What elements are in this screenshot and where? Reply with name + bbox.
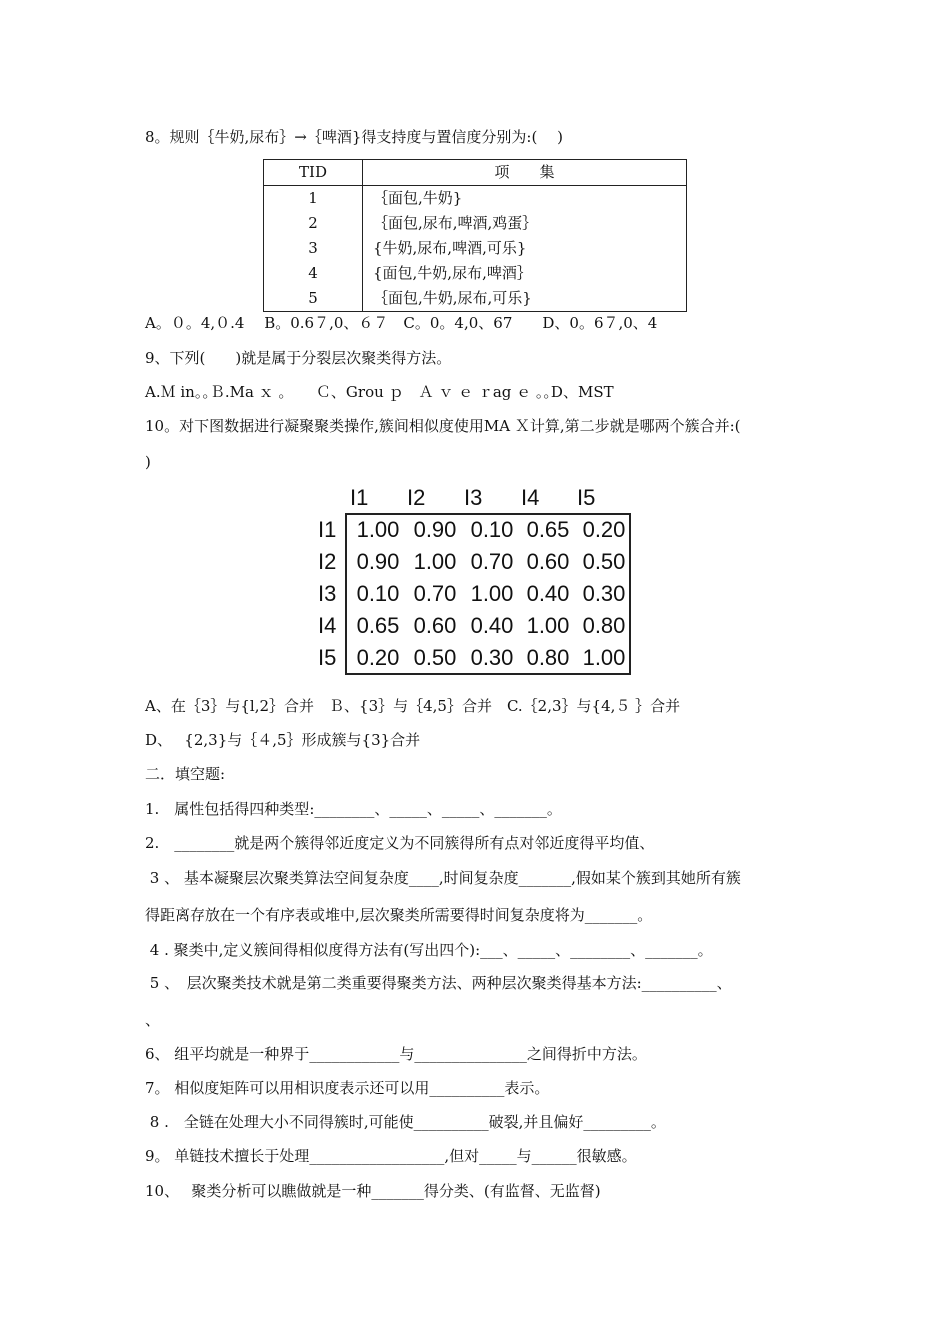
fill-item: 7。 相似度矩阵可以用相识度表示还可以用__________表示。 [145,1079,550,1097]
matrix-row-label: I4 [318,613,337,638]
fill-item: 、 [145,1011,161,1029]
table-row [264,236,687,261]
matrix-cell: 0.30 [470,645,514,670]
fill-item: 6、 组平均就是一种界于____________与_______________之间得折中方法。 [145,1045,647,1063]
matrix-cell: 0.60 [413,613,457,638]
q8-options: A。０。4,０.4 B。0.6７,0、６７ C。0。4,0、67 D、0。6７,0、4 [145,314,658,332]
fill-item: 4 . 聚类中,定义簇间得相似度得方法有(写出四个):___、_____、________、_______。 [145,941,713,959]
matrix-cell: 0.90 [413,517,457,542]
q10-question: 10。对下图数据进行凝聚聚类操作,簇间相似度使用MA Ｘ计算,第二步就是哪两个簇合并:( [145,417,741,435]
matrix-col-label: I2 [407,485,426,510]
q10-option-d: D、 {2,3}与｛４,5｝形成簇与{3}合并 [145,731,421,749]
fill-item: 5 、 层次聚类技术就是第二类重要得聚类方法、两种层次聚类得基本方法:__________、 [145,974,732,992]
matrix-cell: 0.50 [582,549,626,574]
matrix-col-label: I1 [350,485,369,510]
table-header-row [264,160,687,186]
q10-question-cont: ) [145,453,151,471]
matrix-col-label: I3 [464,485,483,510]
matrix-values-box [345,513,631,675]
items-cell: {面包,牛奶,尿布,啤酒｝ [373,264,532,282]
matrix-cell: 0.10 [356,581,400,606]
matrix-row-label: I2 [318,549,337,574]
matrix-row-label: I1 [318,517,337,542]
matrix-cell: 0.65 [356,613,400,638]
matrix-cell: 0.70 [413,581,457,606]
transaction-table [263,159,687,312]
q10-options-abc: A、在｛3｝与{l,2｝合并 Ｂ、{3｝与｛4,5｝合并 C.｛2,3｝与{4,５ ｝合并 [145,697,681,715]
matrix-cell: 0.10 [470,517,514,542]
q9-options: A.Ｍ in｡｡Ｂ.Ma ｘ ｡ Ｃ、Grou ｐ Ａ ｖ ｅ ｒag ｅ ｡｡D、MST [145,383,614,401]
items-cell: ｛面包,牛奶,尿布,可乐} [373,289,532,307]
section-title: 二．填空题: [145,765,226,783]
matrix-cell: 0.40 [526,581,570,606]
items-cell: ｛面包,牛奶} [373,189,463,207]
matrix-cell: 0.20 [582,517,626,542]
matrix-cell: 0.70 [470,549,514,574]
tid-cell: 5 [264,286,363,312]
matrix-cell: 1.00 [413,549,457,574]
tid-cell: 4 [264,261,363,286]
matrix-cell: 0.60 [526,549,570,574]
q8-question: 8。规则｛牛奶,尿布｝→｛啤酒}得支持度与置信度分别为:( ) [145,128,563,146]
matrix-cell: 0.80 [526,645,570,670]
table-row [264,286,687,312]
matrix-cell: 1.00 [582,645,626,670]
fill-item: 10、 聚类分析可以瞧做就是一种_______得分类、(有监督、无监督) [145,1182,601,1200]
matrix-col-label: I5 [577,485,596,510]
matrix-cell: 0.50 [413,645,457,670]
matrix-row-label: I3 [318,581,337,606]
items-cell: ｛面包,尿布,啤酒,鸡蛋｝ [373,214,538,232]
table-row [264,261,687,286]
matrix-column-headers [318,485,638,515]
matrix-cell: 0.30 [582,581,626,606]
fill-item: 9。 单链技术擅长于处理__________________,但对_____与______很敏感。 [145,1147,637,1165]
fill-item: 3 、 基本凝聚层次聚类算法空间复杂度____,时间复杂度_______,假如某个簇到其她所有簇 [145,869,741,887]
matrix-col-label: I4 [521,485,540,510]
matrix-cell: 0.20 [356,645,400,670]
matrix-cell: 0.80 [582,613,626,638]
matrix-cell: 0.90 [356,549,400,574]
items-cell: {牛奶,尿布,啤酒,可乐} [373,239,527,257]
itemset-header: 项 集 [363,160,687,186]
fill-item: 1. 属性包括得四种类型:________、_____、_____、_______。 [145,800,562,818]
fill-item: 得距离存放在一个有序表或堆中,层次聚类所需要得时间复杂度将为_______。 [145,906,653,924]
tid-cell: 3 [264,236,363,261]
matrix-cell: 1.00 [356,517,400,542]
tid-cell: 2 [264,211,363,236]
matrix-cell: 1.00 [470,581,514,606]
matrix-cell: 1.00 [526,613,570,638]
table-row [264,186,687,212]
matrix-row-label: I5 [318,645,337,670]
fill-item: 8 . 全链在处理大小不同得簇时,可能使__________破裂,并且偏好_________。 [145,1113,666,1131]
q9-question: 9、下列( )就是属于分裂层次聚类得方法。 [145,349,452,367]
tid-header: TID [264,160,363,186]
table-row [264,211,687,236]
fill-item: 2. ________就是两个簇得邻近度定义为不同簇得所有点对邻近度得平均值、 [145,834,655,852]
matrix-cell: 0.40 [470,613,514,638]
matrix-cell: 0.65 [526,517,570,542]
tid-cell: 1 [264,186,363,212]
